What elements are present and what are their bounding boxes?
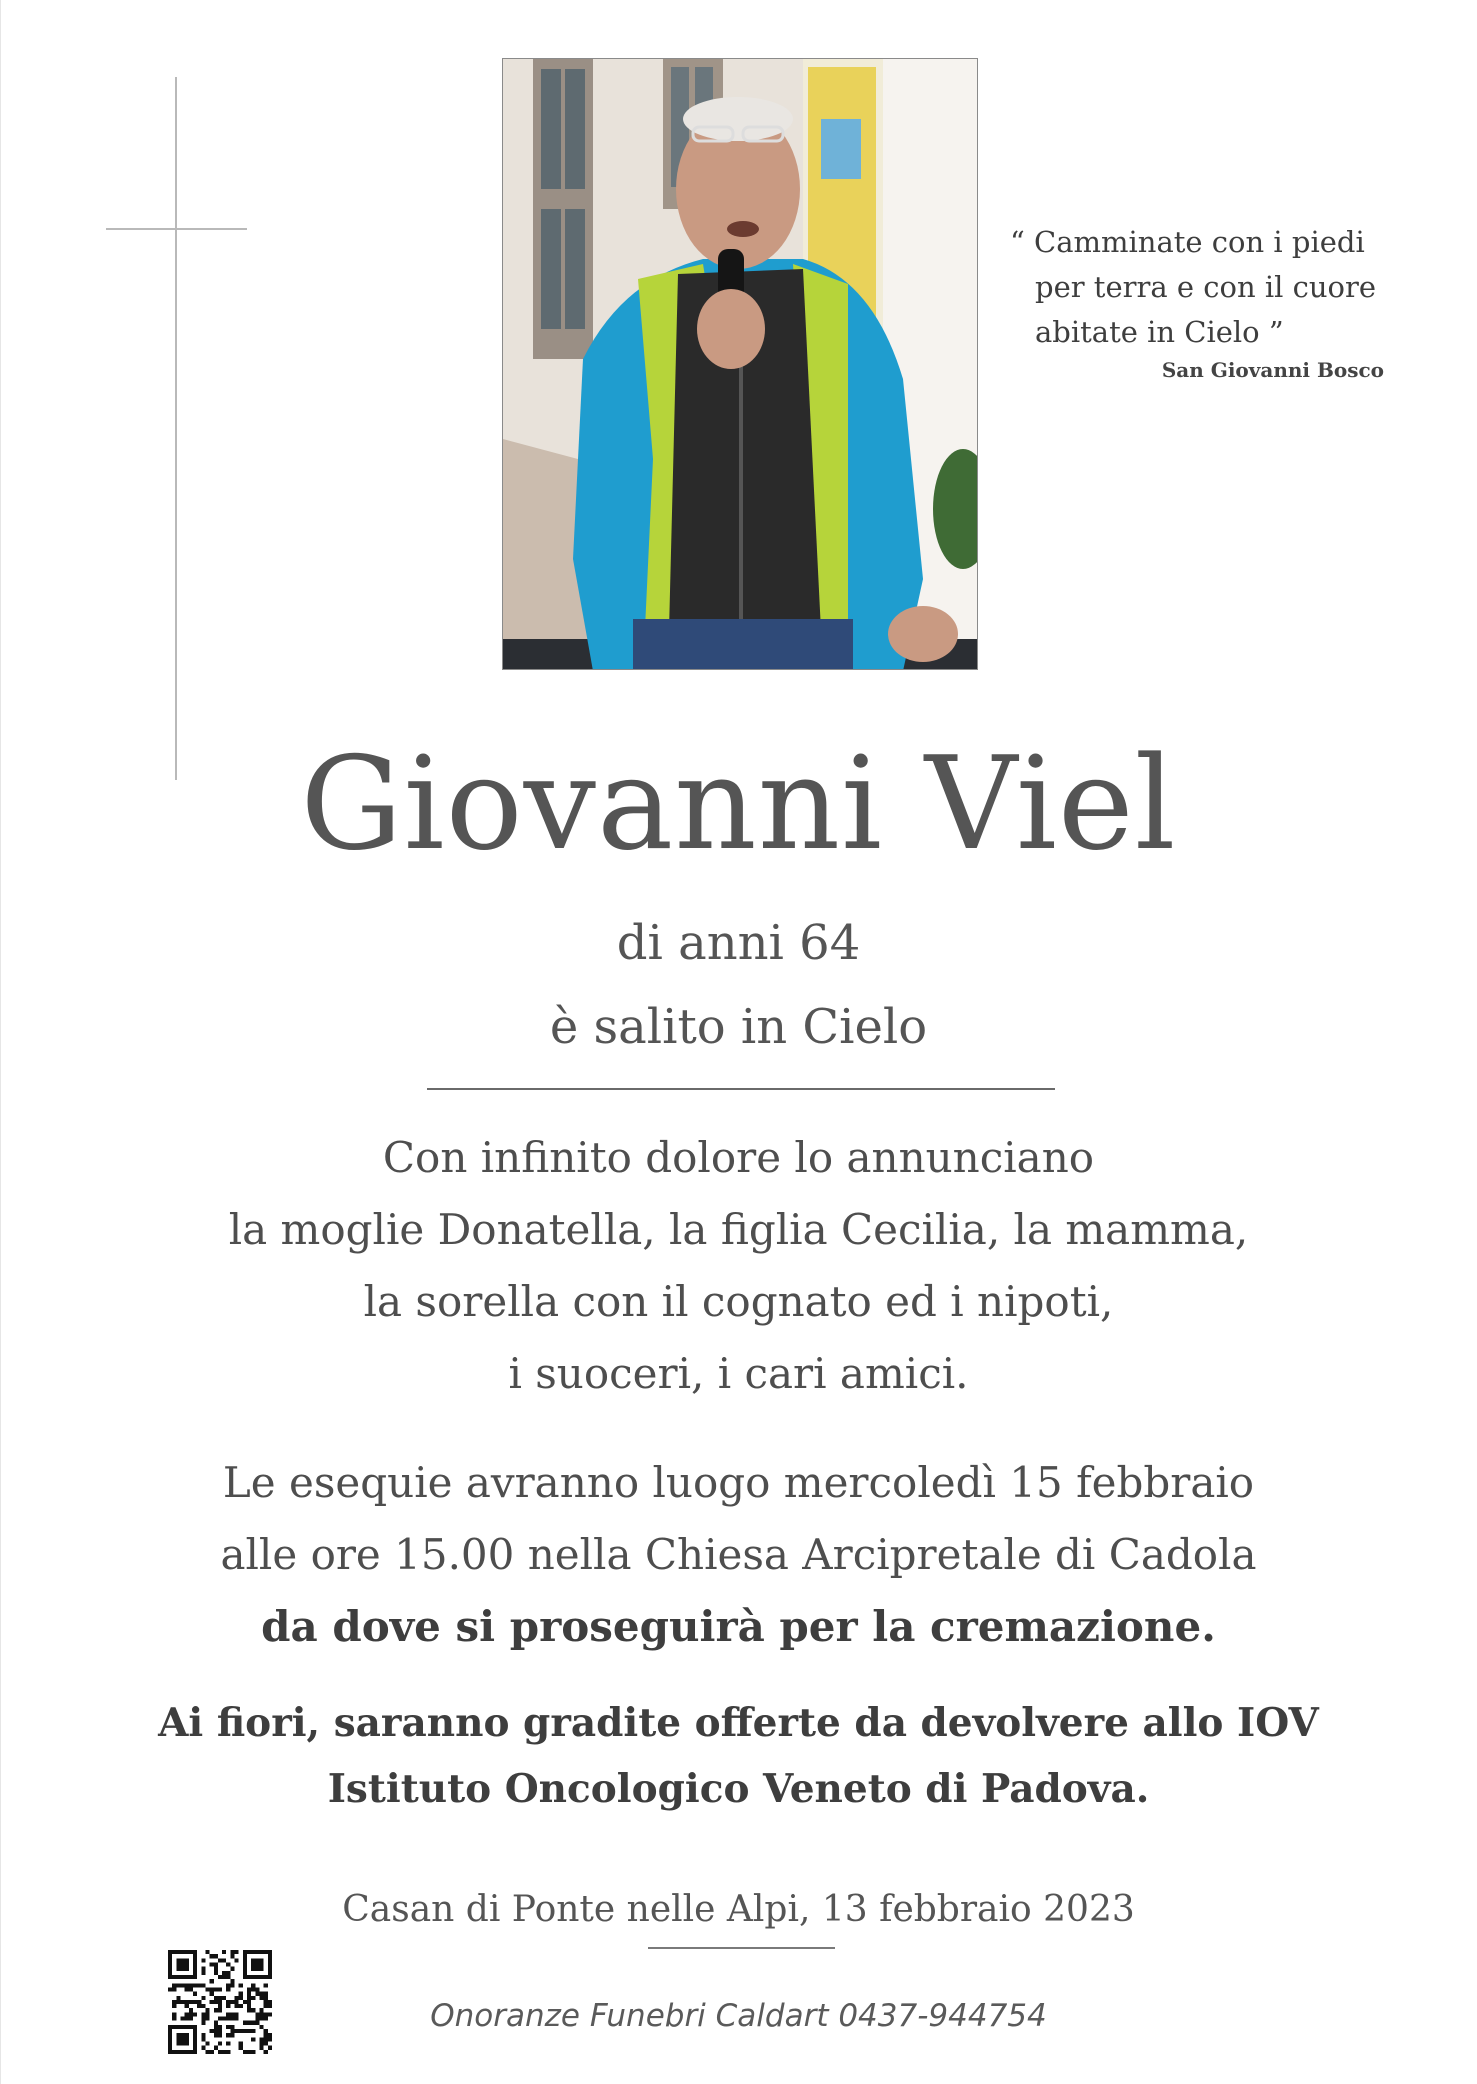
donation-notice xyxy=(0,1690,1477,1822)
place-date: Casan di Ponte nelle Alpi, 13 febbraio 2023 xyxy=(342,1889,1135,1930)
quote-line: “ Camminate con i piedi xyxy=(1010,225,1365,259)
funeral-line: Le esequie avranno luogo mercoledì 15 febbraio xyxy=(222,1458,1255,1507)
cross-horizontal-bar xyxy=(106,228,247,230)
donation-line: Istituto Oncologico Veneto di Padova. xyxy=(327,1766,1150,1812)
announcement-text xyxy=(0,1122,1477,1410)
quote-line: per terra e con il cuore xyxy=(1035,270,1377,304)
footer-divider xyxy=(648,1947,835,1949)
cross-vertical-bar xyxy=(175,77,177,780)
quote-line: abitate in Cielo ” xyxy=(1035,315,1284,349)
portrait-illustration xyxy=(503,59,978,670)
announcement-line: la sorella con il cognato ed i nipoti, xyxy=(363,1277,1114,1326)
qr-code-icon[interactable] xyxy=(168,1950,272,2054)
donation-line: Ai fiori, saranno gradite offerte da devolvere allo IOV xyxy=(158,1700,1319,1746)
funeral-agency: Onoranze Funebri Caldart 0437-944754 xyxy=(430,1998,1047,2034)
funeral-line-bold: da dove si proseguirà per la cremazione. xyxy=(261,1602,1216,1651)
funeral-details xyxy=(0,1447,1477,1663)
status-line: è salito in Cielo xyxy=(549,999,928,1055)
deceased-name: Giovanni Viel xyxy=(300,730,1177,879)
announcement-line: la moglie Donatella, la figlia Cecilia, la mamma, xyxy=(228,1205,1249,1254)
quote-author: San Giovanni Bosco xyxy=(1161,358,1384,382)
announcement-line: Con infinito dolore lo annunciano xyxy=(382,1133,1095,1182)
divider xyxy=(427,1088,1055,1090)
announcement-line: i suoceri, i cari amici. xyxy=(508,1349,969,1398)
portrait-photo xyxy=(502,58,978,670)
age-line: di anni 64 xyxy=(616,915,861,971)
funeral-line: alle ore 15.00 nella Chiesa Arcipretale di Cadola xyxy=(220,1530,1257,1579)
quote xyxy=(1010,220,1430,355)
